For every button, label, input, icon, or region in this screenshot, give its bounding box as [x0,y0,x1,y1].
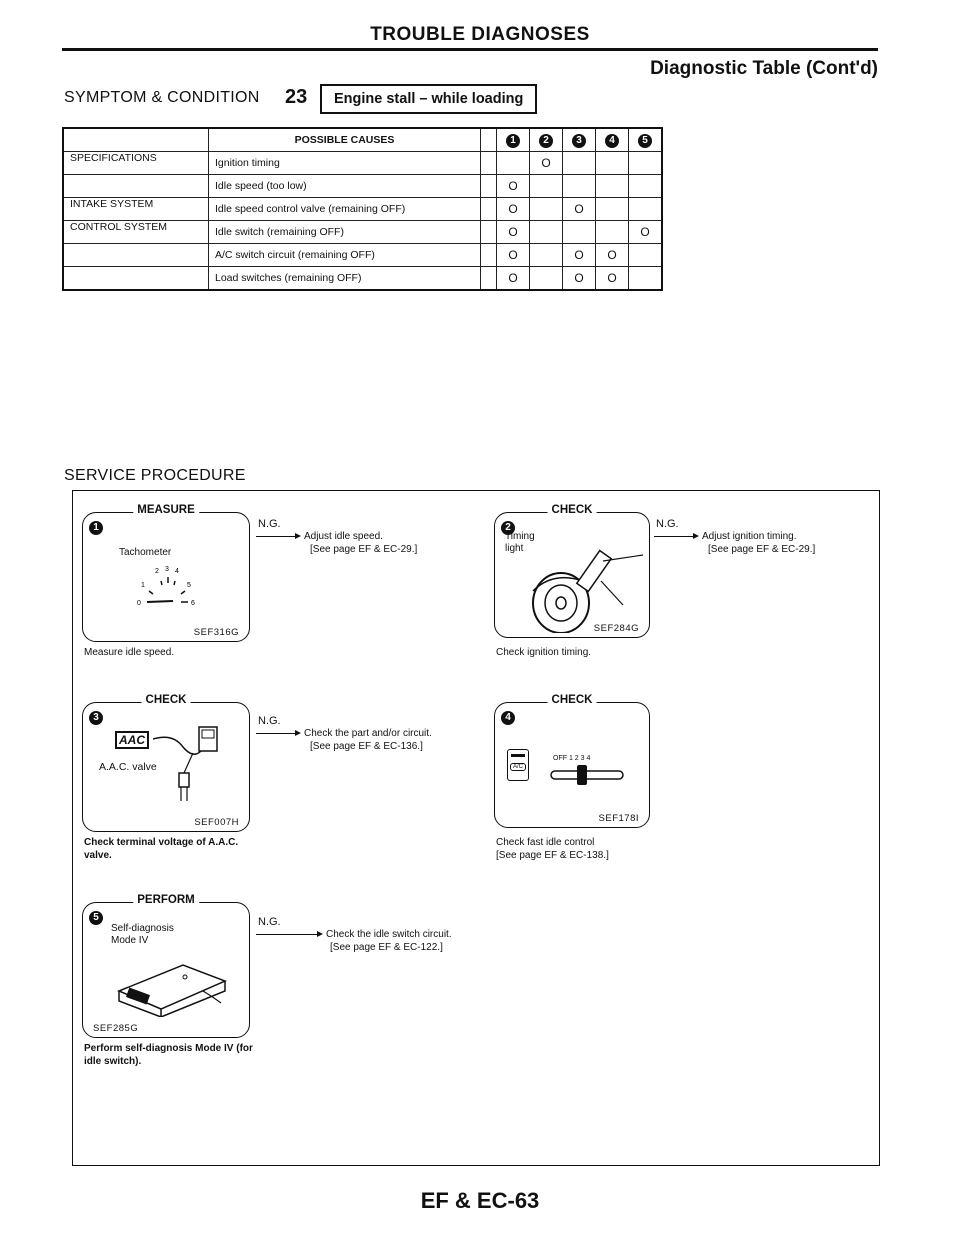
mark-cell [530,221,563,244]
service-procedure-heading: SERVICE PROCEDURE [64,467,246,484]
step-1-ng: N.G. [258,518,281,530]
step-1-action [256,531,383,542]
step-4-label: CHECK [548,694,597,706]
mark-cell [596,175,629,198]
step-1-caption: Measure idle speed. [84,647,175,658]
mark-cell [563,221,596,244]
step-4-box [494,694,650,828]
timing-light-icon [503,541,643,633]
symptom-number: 23 [285,86,308,108]
column-2-badge: 2 [539,134,553,148]
self-diagnosis-label: Self-diagnosis [111,923,174,934]
step-4-caption: Check fast idle control [496,837,595,848]
group-control-system: CONTROL SYSTEM [63,221,209,244]
cause-cell: A/C switch circuit (remaining OFF) [209,244,481,267]
step-1-label: MEASURE [133,504,199,516]
step-2-action [654,531,797,542]
step-3-ng: N.G. [258,715,281,727]
ac-switch-label: A/C [510,763,526,771]
step-2-caption: Check ignition timing. [496,647,592,658]
step-1-action-text: Adjust idle speed. [304,531,383,542]
mark-cell [563,175,596,198]
mark-cell: O [563,198,596,221]
step-4-ref: SEF178I [598,813,639,824]
aac-logo: AAC [115,731,149,749]
step-5-action-text: Check the idle switch circuit. [326,929,452,940]
step-3-label: CHECK [142,694,191,706]
step-5-action-ref: [See page EF & EC-122.] [330,942,443,953]
timing-light-label: Timing light [505,531,535,554]
table-row [63,198,662,221]
page-number: EF & EC-63 [420,1188,540,1213]
mark-cell [629,152,663,175]
aac-valve-icon [153,723,237,807]
mark-cell [530,198,563,221]
step-3-caption: Check terminal voltage of A.A.C. valve. [84,837,239,861]
ac-switch-icon [507,749,529,781]
gauge-tick: 4 [175,568,179,575]
step-1-badge: 1 [89,521,103,535]
column-1-badge: 1 [506,134,520,148]
mode-label: Mode IV [111,935,149,946]
symptom-label: SYMPTOM & CONDITION [64,89,260,106]
cause-cell: Load switches (remaining OFF) [209,267,481,291]
table-row [63,175,662,198]
arrow-right-icon [654,536,694,537]
cause-cell: Idle switch (remaining OFF) [209,221,481,244]
step-3-action-ref: [See page EF & EC-136.] [310,741,423,752]
diagnostic-table [62,127,663,291]
mark-cell [629,244,663,267]
mark-cell [497,152,530,175]
mark-cell [530,267,563,291]
mark-cell: O [497,244,530,267]
gauge-tick: 0 [137,600,141,607]
step-1-ref: SEF316G [193,627,239,638]
mark-cell [563,152,596,175]
mark-cell: O [596,267,629,291]
step-5-label: PERFORM [133,894,199,906]
mark-cell: O [563,267,596,291]
symptom-description: Engine stall – while loading [320,84,537,114]
cause-cell: Idle speed (too low) [209,175,481,198]
mark-cell: O [530,152,563,175]
cause-cell: Idle speed control valve (remaining OFF) [209,198,481,221]
mark-cell: O [629,221,663,244]
mark-cell [530,175,563,198]
table-row [63,244,662,267]
page-subtitle: Diagnostic Table (Cont'd) [650,58,878,79]
step-3-badge: 3 [89,711,103,725]
tachometer-label: Tachometer [119,547,172,558]
fan-slider-icon [547,763,627,787]
step-3-action-text: Check the part and/or circuit. [304,728,432,739]
gauge-tick: 5 [187,582,191,589]
step-3-box [82,694,250,832]
table-row [63,221,662,244]
column-5-badge: 5 [638,134,652,148]
column-4-badge: 4 [605,134,619,148]
table-row [63,152,662,175]
group-specifications: SPECIFICATIONS [63,152,209,175]
mark-cell [629,267,663,291]
step-5-badge: 5 [89,911,103,925]
mark-cell [629,175,663,198]
step-3-ref: SEF007H [194,817,239,828]
step-4-badge: 4 [501,711,515,725]
page-header-title: TROUBLE DIAGNOSES [370,24,590,45]
ecu-unit-icon [113,951,233,1017]
step-3-action [256,728,432,739]
mark-cell [596,198,629,221]
step-2-label: CHECK [548,504,597,516]
mark-cell [530,244,563,267]
step-5-action [256,929,452,940]
step-2-box [494,504,650,638]
gauge-tick: 1 [141,582,145,589]
column-3-badge: 3 [572,134,586,148]
step-2-ref: SEF284G [593,623,639,634]
tachometer-gauge-icon [135,563,199,607]
mark-cell: O [563,244,596,267]
step-1-box [82,504,250,642]
step-5-ng: N.G. [258,916,281,928]
gauge-tick: 2 [155,568,159,575]
step-1-action-ref: [See page EF & EC-29.] [310,544,418,555]
step-5-caption: Perform self-diagnosis Mode IV (for idle switch). [84,1043,253,1067]
mark-cell: O [497,198,530,221]
mark-cell: O [497,267,530,291]
header-rule [62,48,878,51]
step-2-ng: N.G. [656,518,679,530]
possible-causes-header: POSSIBLE CAUSES [209,128,481,152]
mark-cell: O [596,244,629,267]
fan-scale-label: OFF 1 2 3 4 [553,755,591,762]
step-2-action-text: Adjust ignition timing. [702,531,797,542]
mark-cell: O [497,175,530,198]
gauge-tick: 6 [191,600,195,607]
step-4-caption-ref: [See page EF & EC-138.] [496,850,609,861]
cause-cell: Ignition timing [209,152,481,175]
arrow-right-icon [256,733,296,734]
arrow-right-icon [256,536,296,537]
gauge-tick: 3 [165,566,169,573]
step-2-action-ref: [See page EF & EC-29.] [708,544,816,555]
arrow-right-icon [256,934,318,935]
table-header-row [63,128,662,152]
step-5-box [82,894,250,1038]
step-5-ref: SEF285G [93,1023,139,1034]
mark-cell [629,198,663,221]
table-row [63,267,662,291]
aac-valve-label: A.A.C. valve [99,761,157,773]
group-intake-system: INTAKE SYSTEM [63,198,209,221]
mark-cell: O [497,221,530,244]
mark-cell [596,221,629,244]
mark-cell [596,152,629,175]
step-2-badge: 2 [501,521,515,535]
